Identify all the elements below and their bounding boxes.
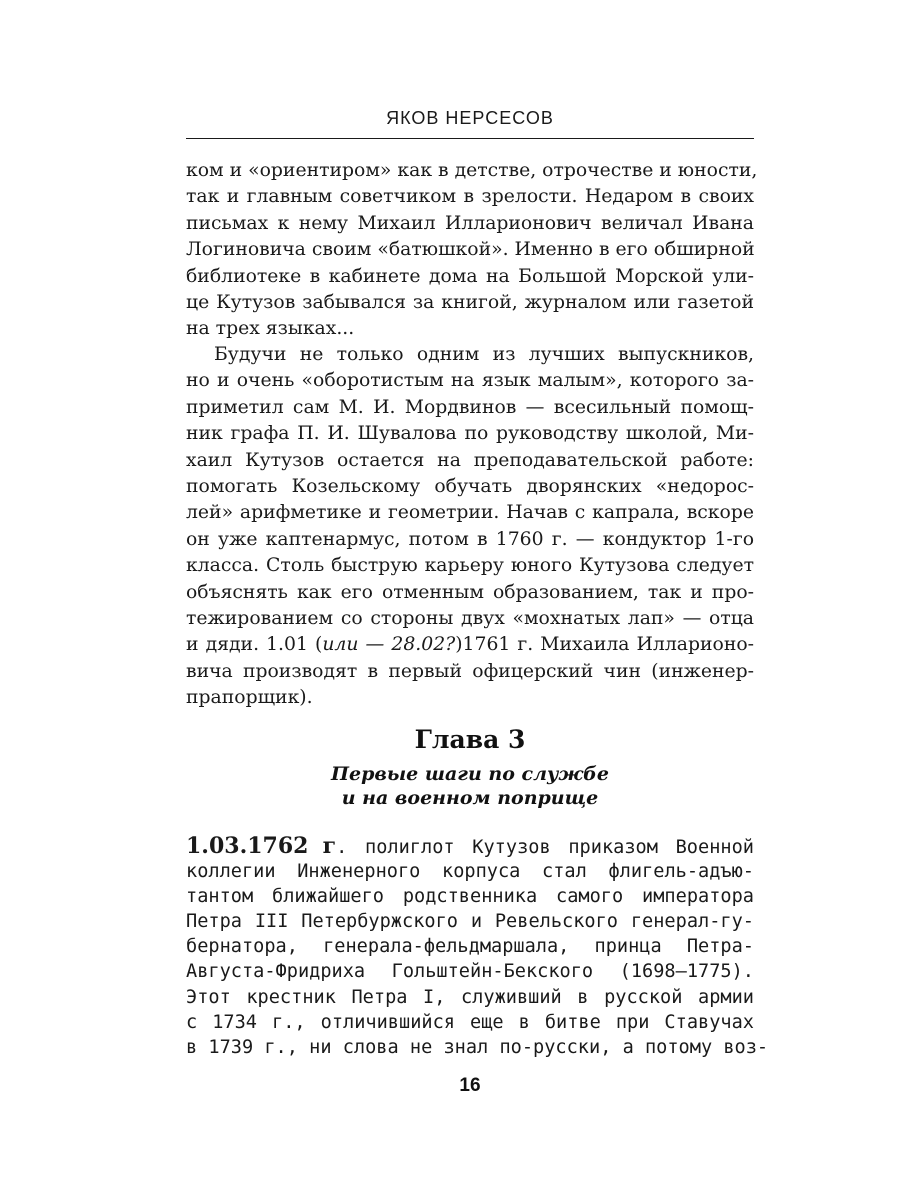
paragraph-continued xyxy=(186,158,758,343)
chapter-subtitle-line2: и на военном поприще xyxy=(341,787,599,809)
text-fragment: )1761 г. Михаила Илларионо- xyxy=(455,634,754,656)
text-line xyxy=(186,632,754,658)
text-line: тантом ближайшего родственника самого императора xyxy=(186,886,754,908)
text-line: лей» арифметике и геометрии. Начав с капрала, вскоре xyxy=(186,502,754,524)
text-line: вича производят в первый офицерский чин (инженер- xyxy=(186,660,754,682)
text-line: в 1739 г., ни слова не знал по-русски, а потому воз- xyxy=(186,1036,769,1058)
page-number: 16 xyxy=(459,1075,481,1096)
text-line: но и очень «оборотистым на язык малым», которого за- xyxy=(186,370,754,392)
text-line: приметил сам М. И. Мордвинов — всесильный помощ- xyxy=(186,396,754,418)
text-line: Августа-Фридриха Гольштейн-Бекского (1698—1775). xyxy=(186,961,754,983)
text-line: на трех языках... xyxy=(186,318,355,340)
date-lead: 1.03.1762 г xyxy=(186,833,337,859)
text-fragment: и дяди. 1.01 ( xyxy=(186,634,323,656)
text-line: помогать Козельскому обучать дворянских «недорос- xyxy=(186,475,754,497)
text-line: це Кутузов забывался за книгой, журналом или газетой xyxy=(186,291,754,313)
chapter-title: Глава 3 xyxy=(414,725,526,754)
text-line: Петра III Петербуржского и Ревельского генерал-гу- xyxy=(186,911,754,933)
text-line: библиотеке в кабинете дома на Большой Морской ули- xyxy=(186,265,754,287)
text-line: бернатора, генерала-фельдмаршала, принца Петра- xyxy=(186,936,754,958)
chapter-subtitle-line1: Первые шаги по службе xyxy=(331,763,609,785)
paragraph-career xyxy=(186,342,754,711)
text-line: Логиновича своим «батюшкой». Именно в его обширной xyxy=(186,239,755,261)
text-line: так и главным советчиком в зрелости. Недаром в своих xyxy=(186,186,754,208)
text-line: объяснять как его отменным образованием, так и про- xyxy=(186,581,754,603)
text-line: Этот крестник Петра I, служивший в русской армии xyxy=(186,986,754,1008)
text-line: тежированием со стороны двух «мохнатых лап» — отца xyxy=(186,607,754,629)
italic-note: или — 28.02? xyxy=(322,634,456,656)
text-line: письмах к нему Михаил Илларионович величал Ивана xyxy=(186,212,754,234)
text-line: коллегии Инженерного корпуса стал флигель-адъю- xyxy=(186,861,754,883)
running-head: ЯКОВ НЕРСЕСОВ xyxy=(386,108,554,128)
text-line: класса. Столь быструю карьеру юного Кутузова следует xyxy=(186,555,754,577)
text-line: ник графа П. И. Шувалова по руководству школой, Ми- xyxy=(186,423,754,445)
text-line: Будучи не только одним из лучших выпускников, xyxy=(214,344,754,365)
text-line: прапорщик). xyxy=(186,687,313,709)
text-line: с 1734 г., отличившийся еще в битве при Ставучах xyxy=(186,1011,754,1033)
text-line xyxy=(186,834,754,859)
paragraph-service xyxy=(186,833,769,1060)
text-fragment: . полиглот Кутузов приказом Военной xyxy=(336,837,754,858)
text-line: он уже каптенармус, потом в 1760 г. — кондуктор 1-го xyxy=(186,528,754,550)
text-line: хаил Кутузов остается на преподавательской работе: xyxy=(186,449,754,471)
header-rule xyxy=(186,138,754,139)
text-line: ком и «ориентиром» как в детстве, отрочестве и юности, xyxy=(186,160,758,181)
